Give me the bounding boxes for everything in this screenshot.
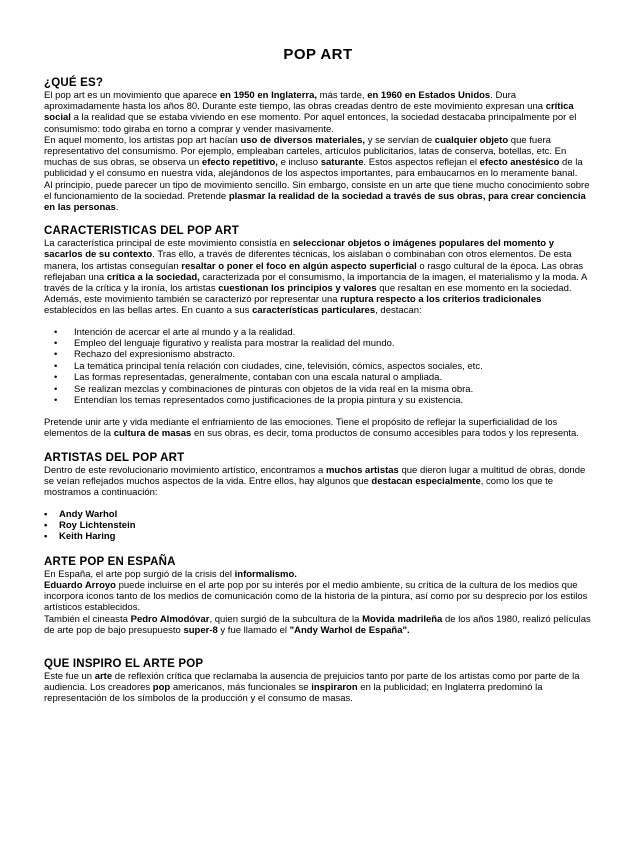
artists-list: [44, 509, 592, 543]
bold-text: Movida madrileña: [362, 613, 443, 625]
text-run: en sus obras, es decir, toma productos de consumo accesibles para todos y los representa.: [191, 427, 579, 439]
bold-text: cualquier objeto: [434, 134, 509, 146]
characteristics-list: [44, 327, 592, 407]
text-run: .: [115, 202, 119, 214]
list-item: • Entendían los temas representados como justificaciones de la propia pintura y su existencia.: [44, 395, 592, 406]
document-title: POP ART: [283, 46, 353, 63]
text-run: Además, este movimiento también se caracterizó por representar una: [44, 294, 341, 306]
bold-text: muchos artistas: [325, 464, 399, 476]
paragraph: [44, 294, 592, 316]
paragraph: [44, 569, 592, 580]
text-run: a la realidad que se estaba viviendo en ese momento. Por aquel entonces, la sociedad destacaba principalmente por el consumismo: todo giraba en torno a comprar y vender masivamente.: [44, 112, 577, 135]
text-run: en la publicidad; en Inglaterra predominó la representación de los símbolos de la producción y el consumo de masas.: [44, 682, 543, 705]
text-run: de los años 1980, realizó películas de arte pop de bajo presupuesto: [44, 613, 591, 636]
bold-text: en 1950 en Inglaterra,: [219, 90, 318, 101]
bold-text: crítica social: [44, 101, 574, 124]
text-run: que resaltan en ese momento en la sociedad.: [376, 283, 572, 295]
artist-item: • Andy Warhol: [44, 509, 592, 520]
section-heading: ¿QUÉ ES?: [44, 77, 104, 89]
bold-text: super-8: [183, 624, 218, 636]
text-run: Este fue un: [44, 670, 95, 682]
text-run: . Dura aproximadamente hasta los años 80. Durante este tiempo, las obras creadas dentro de este movimiento expresan una: [44, 90, 546, 113]
section-0: [44, 77, 592, 213]
bold-text: informalismo.: [234, 568, 297, 580]
paragraph: [44, 180, 592, 214]
text-run: La característica principal de este movimiento consistía en: [44, 238, 293, 250]
bold-text: arte: [94, 670, 113, 682]
bold-text: cuestionan los principios y valores: [218, 283, 377, 295]
section-1: [44, 225, 592, 439]
paragraph: [44, 417, 592, 439]
bold-text: uso de diversos materiales,: [240, 134, 366, 146]
artist-item: • Roy Lichtenstein: [44, 520, 592, 531]
text-run: o rasgo cultural de la época. Las obras reflejaban una: [44, 260, 584, 283]
document-page: [44, 46, 592, 718]
text-run: más tarde,: [317, 90, 368, 101]
section-heading: CARACTERISTICAS DEL POP ART: [44, 225, 239, 238]
section-heading: QUE INSPIRO EL ARTE POP: [44, 657, 204, 670]
text-run: . Estos aspectos reflejan el: [363, 157, 480, 169]
text-run: de la publicidad y el consumo en nuestra vida, alejándonos de los aspectos importantes, para embaucarnos en lo meramente banal.: [44, 157, 583, 180]
bold-text: efecto repetitivo,: [201, 157, 278, 169]
list-item: • Se realizan mezclas y combinaciones de pinturas con objetos de la vida real en la misma obra.: [44, 384, 592, 395]
text-run: caracterizada por el consumismo, la importancia de la imagen, el materialismo y la moda. A través de la crítica y la ironía, los artistas: [44, 271, 587, 295]
list-item: • Las formas representadas, generalmente, contaban con una escala natural o ampliada.: [44, 372, 592, 383]
section-3: [44, 556, 592, 636]
text-run: . Tras ello, a través de diferentes técnicas, los aislaban o combinaban con otros elementos. De esta manera, los artistas conseguían: [44, 249, 572, 272]
bold-text: cultura de masas: [113, 427, 192, 439]
text-run: Al principio, puede parecer un tipo de movimiento sencillo. Sin embargo, consiste en un arte que tiene mucho conocimiento sobre el funcionamiento de la sociedad. Pretende: [44, 179, 590, 202]
text-run: , como los que te mostramos a continuación:: [44, 476, 554, 499]
paragraph: [44, 238, 592, 294]
section-4: [44, 658, 592, 705]
paragraph: [44, 614, 592, 636]
text-run: , quien surgió de la subcultura de la: [209, 613, 363, 625]
text-run: que dieron lugar a multitud de obras, donde se veían reflejados muchos aspectos de la vida. Entre ellos, hay algunos que: [44, 464, 586, 488]
text-run: También el cineasta: [44, 613, 131, 625]
text-run: , destacan:: [375, 305, 422, 317]
paragraph: [44, 580, 592, 614]
bold-text: Eduardo Arroyo: [44, 579, 116, 591]
section-heading: ARTE POP EN ESPAÑA: [44, 555, 176, 568]
artist-item: • Keith Haring: [44, 531, 592, 542]
text-run: El pop art es un movimiento que aparece: [44, 90, 220, 101]
paragraph: [44, 135, 592, 180]
bold-text: seleccionar objetos o imágenes populares del momento y sacarlos de su contexto: [44, 238, 555, 261]
text-run: Dentro de este revolucionario movimiento artístico, encontramos a: [44, 464, 326, 476]
bold-text: destacan especialmente: [371, 476, 481, 488]
list-item: • Intención de acercar el arte al mundo y a la realidad.: [44, 327, 592, 338]
text-run: En aquel momento, los artistas pop art hacían: [44, 134, 241, 146]
paragraph: [44, 90, 592, 135]
text-run: En España, el arte pop surgió de la crisis del: [44, 568, 235, 580]
bold-text: pop: [152, 682, 171, 694]
bold-text: ruptura respecto a los criterios tradicionales: [340, 294, 542, 306]
text-run: puede incluirse en el arte pop por su interés por el medio ambiente, su crítica de la cultura de los medios que incorpora iconos tanto de los medios de comunicación como de la historia de la pintura, así como por su desprecio por los estilos artísticos establecidos.: [44, 579, 588, 614]
list-item: • La temática principal tenía relación con ciudades, cine, televisión, cómics, aspectos sociales, etc.: [44, 361, 592, 372]
bold-text: saturante: [320, 157, 364, 169]
bold-text: en 1960 en Estados Unidos: [367, 90, 491, 101]
text-run: establecidos en las bellas artes. En cuanto a sus: [44, 305, 253, 317]
section-2: [44, 452, 592, 543]
text-run: y fue llamado el: [217, 624, 290, 636]
list-item: • Empleo del lenguaje figurativo y realista para mostrar la realidad del mundo.: [44, 338, 592, 349]
bold-text: "Andy Warhol de España".: [289, 624, 410, 636]
text-run: Pretende unir arte y vida mediante el enfriamiento de las emociones. Tiene el propósito de reflejar la superficialidad de los elementos de la: [44, 416, 558, 439]
section-heading: ARTISTAS DEL POP ART: [44, 451, 185, 464]
bold-text: resaltar o poner el foco en algún aspecto superficial: [181, 260, 417, 272]
text-run: e incluso: [277, 157, 321, 169]
bold-text: inspiraron: [311, 682, 358, 694]
bold-text: características particulares: [252, 305, 376, 317]
bold-text: plasmar la realidad de la sociedad a través de sus obras, para crear conciencia en las personas: [44, 190, 586, 214]
paragraph: [44, 465, 592, 499]
bold-text: efecto anestésico: [479, 157, 560, 169]
list-item: • Rechazo del expresionismo abstracto.: [44, 349, 592, 360]
text-run: de reflexión crítica que reclamaba la ausencia de prejuicios tanto por parte de los artistas como por parte de la audiencia. Los creadores: [44, 670, 580, 694]
text-run: y se servían de: [365, 134, 435, 146]
bold-text: crítica a la sociedad,: [106, 271, 200, 283]
text-run: americanos, más funcionales se: [170, 682, 312, 694]
paragraph: [44, 671, 592, 705]
text-run: que fuera representativo del consumismo. Por ejemplo, empleaban carteles, artículos publicitarios, latas de conserva, botellas, etc. En muchas de sus obras, se observa un: [44, 134, 567, 169]
bold-text: Pedro Almodóvar: [130, 613, 210, 625]
document-body: [44, 77, 592, 705]
